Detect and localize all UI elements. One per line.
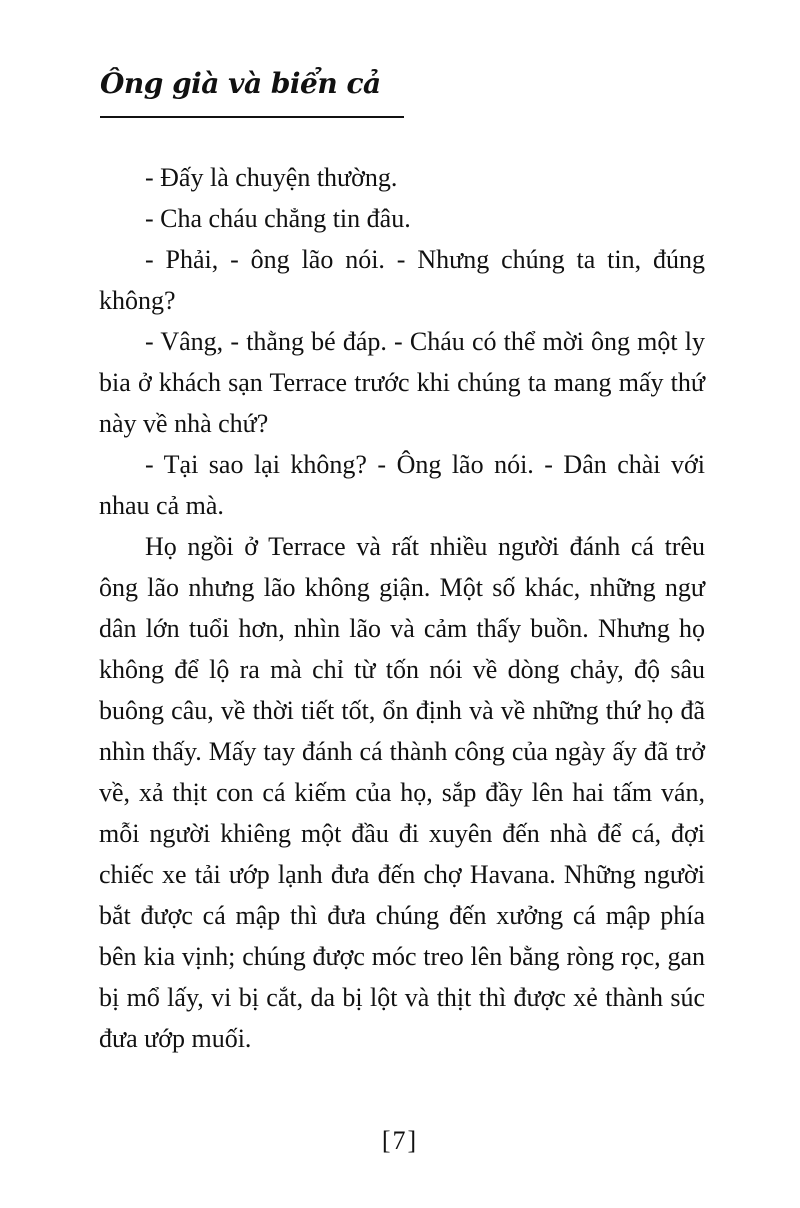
paragraph: - Tại sao lại không? - Ông lão nói. - Dân chài với nhau cả mà. [99, 450, 705, 520]
running-head: Ông già và biển cả [100, 67, 381, 100]
paragraph: - Cha cháu chẳng tin đâu. [145, 204, 411, 233]
paragraph: - Vâng, - thằng bé đáp. - Cháu có thể mời ông một ly bia ở khách sạn Terrace trước khi chúng ta mang mấy thứ này về nhà chứ? [99, 327, 705, 438]
header-rule [100, 116, 404, 118]
page-number: [7] [381, 1126, 419, 1155]
paragraph: - Phải, - ông lão nói. - Nhưng chúng ta tin, đúng không? [99, 245, 705, 315]
paragraph: - Đấy là chuyện thường. [145, 163, 398, 192]
paragraph: Họ ngồi ở Terrace và rất nhiều người đánh cá trêu ông lão nhưng lão không giận. Một số khác, những ngư dân lớn tuổi hơn, nhìn lão và cảm thấy buồn. Nhưng họ không để lộ ra mà chỉ từ tốn nói về dòng chảy, độ sâu buông câu, về thời tiết tốt, ổn định và về những thứ họ đã nhìn thấy. Mấy tay đánh cá thành công của ngày ấy đã trở về, xả thịt con cá kiếm của họ, sắp đầy lên hai tấm ván, mỗi người khiêng một đầu đi xuyên đến nhà để cá, đợi chiếc xe tải ướp lạnh đưa đến chợ Havana. Những người bắt được cá mập thì đưa chúng đến xưởng cá mập phía bên kia vịnh; chúng được móc treo lên bằng ròng rọc, gan bị mổ lấy, vi bị cắt, da bị lột và thịt thì được xẻ thành súc đưa ướp muối. [99, 532, 705, 1053]
body-text [99, 157, 705, 1059]
